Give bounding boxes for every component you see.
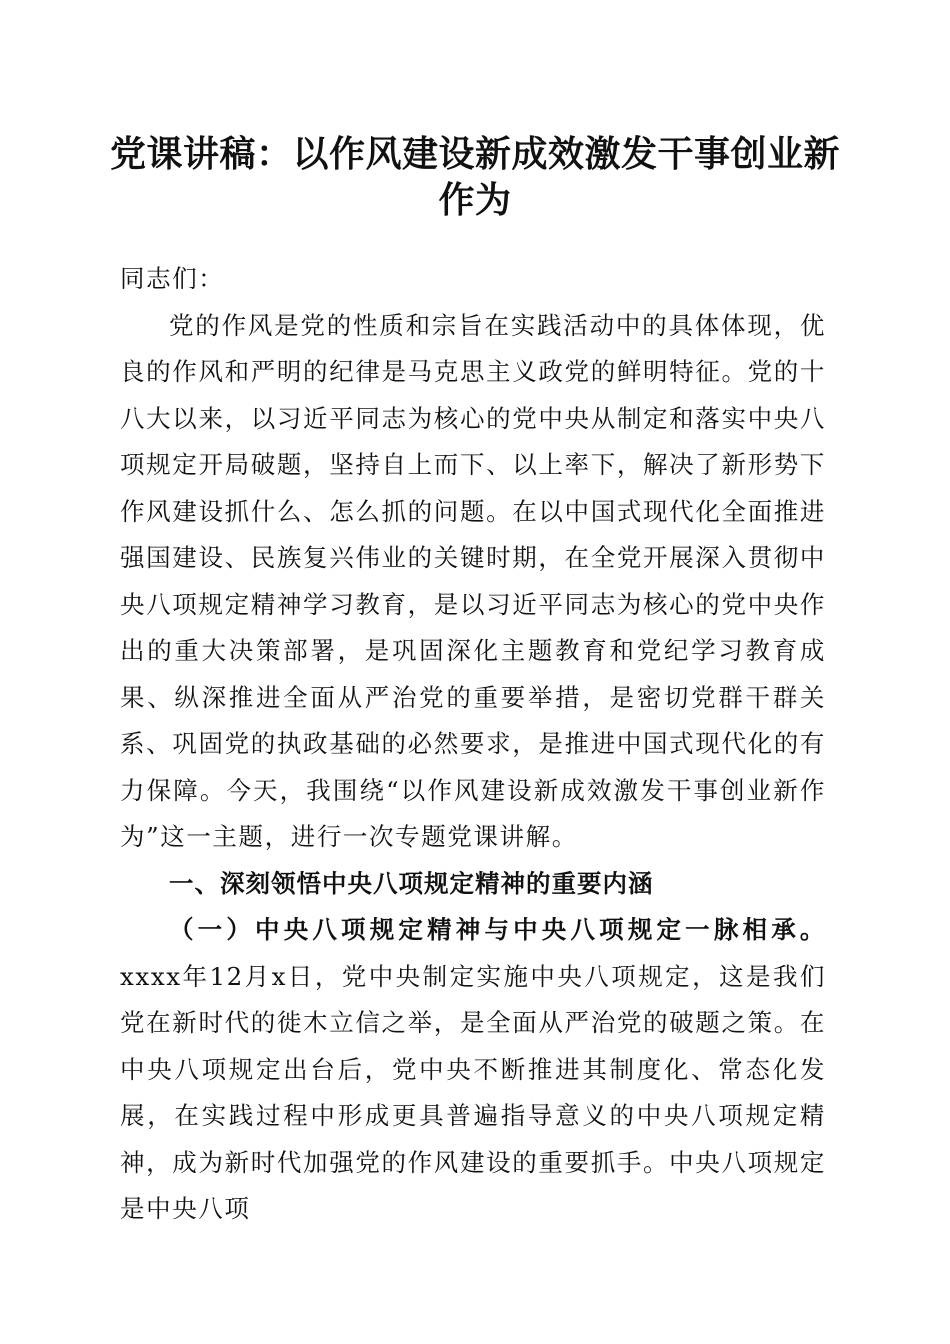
subsection-text: xxxx年12月x日，党中央制定实施中央八项规定，这是我们党在新时代的徙木立信之举，是全面从严治党的破题之策。在中央八项规定出台后，党中央不断推进其制度化、常态化发展，在实践过程中形成更具普遍指导意义的中央八项规定精神，成为新时代加强党的作风建设的重要抓手。中央八项规定是中央八项 xyxy=(120,961,826,1223)
subsection-lead: （一）中央八项规定精神与中央八项规定一脉相承。 xyxy=(169,915,826,944)
subsection-paragraph xyxy=(120,907,826,1233)
document-body xyxy=(120,256,826,1233)
section-heading: 一、深刻领悟中央八项规定精神的重要内涵 xyxy=(169,868,654,898)
intro-paragraph: 党的作风是党的性质和宗旨在实践活动中的具体体现，优良的作风和严明的纪律是马克思主义政党的鲜明特征。党的十八大以来，以习近平同志为核心的党中央从制定和落实中央八项规定开局破题，坚持自上而下、以上率下，解决了新形势下作风建设抓什么、怎么抓的问题。在以中国式现代化全面推进强国建设、民族复兴伟业的关键时期，在全党开展深入贯彻中央八项规定精神学习教育，是以习近平同志为核心的党中央作出的重大决策部署，是巩固深化主题教育和党纪学习教育成果、纵深推进全面从严治党的重要举措，是密切党群干群关系、巩固党的执政基础的必然要求，是推进中国式现代化的有力保障。今天，我围绕“以作风建设新成效激发干事创业新作为”这一主题，进行一次专题党课讲解。 xyxy=(120,310,826,851)
document-title: 党课讲稿：以作风建设新成效激发干事创业新作为 xyxy=(110,134,841,221)
salutation: 同志们： xyxy=(120,264,225,293)
